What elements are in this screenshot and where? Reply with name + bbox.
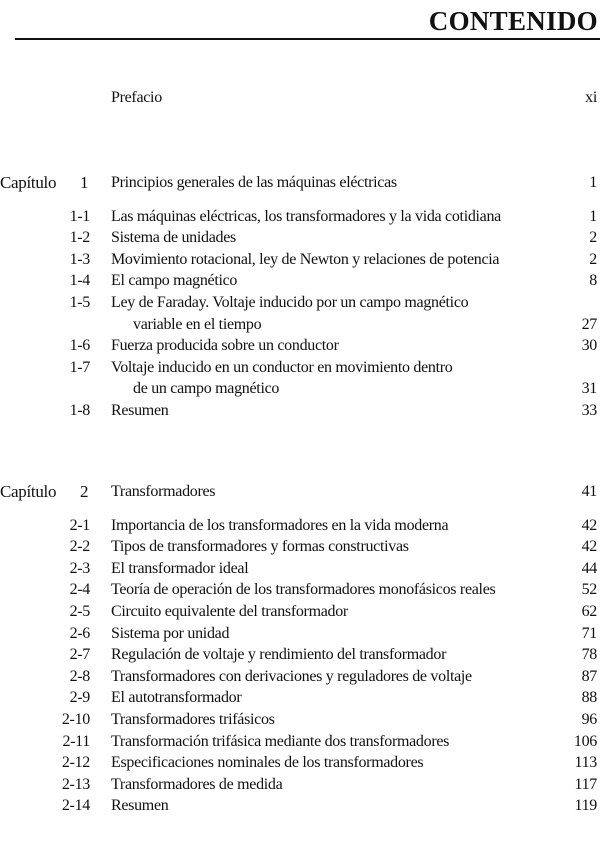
chapter-page: 1 [589,174,597,191]
section-title: Sistema de unidades [111,229,236,247]
section-page: 113 [574,754,597,772]
section-title: El autotransformador [111,689,242,707]
section-entry[interactable] [0,731,600,753]
section-page: 52 [581,581,597,599]
section-number: 1-1 [69,207,90,225]
section-title: Voltaje inducido en un conductor en movimiento dentro [111,358,453,376]
section-page: 33 [581,401,597,419]
chapter-title: Principios generales de las máquinas eléctricas [111,174,397,191]
section-page: 30 [581,337,597,355]
section-title: Las máquinas eléctricas, los transformadores y la vida cotidiana [111,207,501,225]
section-page: 27 [581,315,597,333]
section-entry[interactable] [0,292,600,335]
section-number: 1-5 [69,293,90,311]
section-entry[interactable] [0,623,600,645]
section-number: 1-4 [69,272,90,290]
section-number: 2-6 [69,624,90,642]
section-title: Transformadores trifásicos [111,710,275,728]
section-entry[interactable] [0,579,600,601]
section-number: 2-9 [69,689,90,707]
section-number: 2-10 [61,710,90,728]
title-rule [15,38,600,40]
section-number: 1-8 [69,401,90,419]
section-entry[interactable] [0,270,600,292]
section-number: 1-6 [69,337,90,355]
section-title: Especificaciones nominales de los transformadores [111,754,424,772]
section-number: 2-12 [61,754,90,772]
section-entry[interactable] [0,666,600,688]
section-page: 42 [581,538,597,556]
section-entry[interactable] [0,227,600,249]
section-title: El transformador ideal [111,559,249,577]
section-title: Regulación de voltaje y rendimiento del transformador [111,646,447,664]
chapter-heading[interactable] [0,172,600,194]
section-page: 8 [589,272,597,290]
page-title: CONTENIDO [428,6,598,36]
section-title: Movimiento rotacional, ley de Newton y relaciones de potencia [111,250,500,268]
section-entry[interactable] [0,687,600,709]
section-number: 2-14 [61,797,90,815]
section-title: Tipos de transformadores y formas constructivas [111,538,409,556]
section-number: 2-4 [69,581,90,599]
section-number: 2-7 [69,646,90,664]
chapter-number: 2 [80,482,89,501]
section-entry[interactable] [0,335,600,357]
section-entry[interactable] [0,558,600,580]
section-page: 71 [581,624,597,642]
section-entry[interactable] [0,644,600,666]
chapter-1 [0,172,600,422]
section-page: 87 [581,667,597,685]
section-entry[interactable] [0,206,600,228]
section-title: El campo magnético [111,272,238,290]
chapter-2 [0,481,600,817]
section-page: 96 [581,710,597,728]
section-title: Transformadores de medida [111,775,283,793]
section-title: Teoría de operación de los transformadores monofásicos reales [111,581,496,599]
section-entry[interactable] [0,774,600,796]
section-page: 106 [573,732,597,750]
section-page: 44 [581,559,597,577]
section-entry[interactable] [0,601,600,623]
section-title: Transformadores con derivaciones y reguladores de voltaje [111,667,472,685]
section-number: 1-3 [69,250,90,268]
preface-entry[interactable] [0,87,600,109]
section-title: Resumen [111,797,169,815]
section-entry[interactable] [0,752,600,774]
preface-page: xi [585,89,597,106]
section-entry[interactable] [0,400,600,422]
section-number: 1-7 [69,358,90,376]
chapter-page: 41 [581,483,597,500]
section-page: 119 [574,797,597,815]
section-page: 117 [574,775,597,793]
section-entry[interactable] [0,795,600,817]
section-number: 2-8 [69,667,90,685]
section-title: Resumen [111,401,169,419]
section-number: 2-13 [61,775,90,793]
section-page: 31 [581,380,597,398]
section-number: 2-3 [69,559,90,577]
preface-label: Prefacio [111,89,162,106]
section-page: 2 [589,229,597,247]
section-title: Sistema por unidad [111,624,230,642]
section-number: 2-1 [69,516,90,534]
section-title-continued: variable en el tiempo [133,315,262,333]
section-title-continued: de un campo magnético [133,380,280,398]
section-title: Ley de Faraday. Voltaje inducido por un campo magnético [111,293,469,311]
section-entry[interactable] [0,709,600,731]
section-number: 2-11 [62,732,90,750]
chapter-label: Capítulo [0,173,57,192]
section-title: Transformación trifásica mediante dos transformadores [111,732,450,750]
section-page: 62 [581,602,597,620]
section-number: 2-2 [69,538,90,556]
section-title: Importancia de los transformadores en la vida moderna [111,516,449,534]
section-entry[interactable] [0,249,600,271]
section-number: 1-2 [69,229,90,247]
section-entry[interactable] [0,536,600,558]
section-page: 78 [581,646,597,664]
chapter-number: 1 [80,173,89,192]
section-page: 42 [581,516,597,534]
section-title: Circuito equivalente del transformador [111,602,348,620]
chapter-title: Transformadores [111,483,216,500]
section-number: 2-5 [69,602,90,620]
section-page: 88 [581,689,597,707]
section-page: 2 [589,250,597,268]
section-page: 1 [589,207,597,225]
section-title: Fuerza producida sobre un conductor [111,337,339,355]
section-entry[interactable] [0,515,600,537]
section-entry[interactable] [0,357,600,400]
chapter-label: Capítulo [0,482,57,501]
chapter-heading[interactable] [0,481,600,503]
